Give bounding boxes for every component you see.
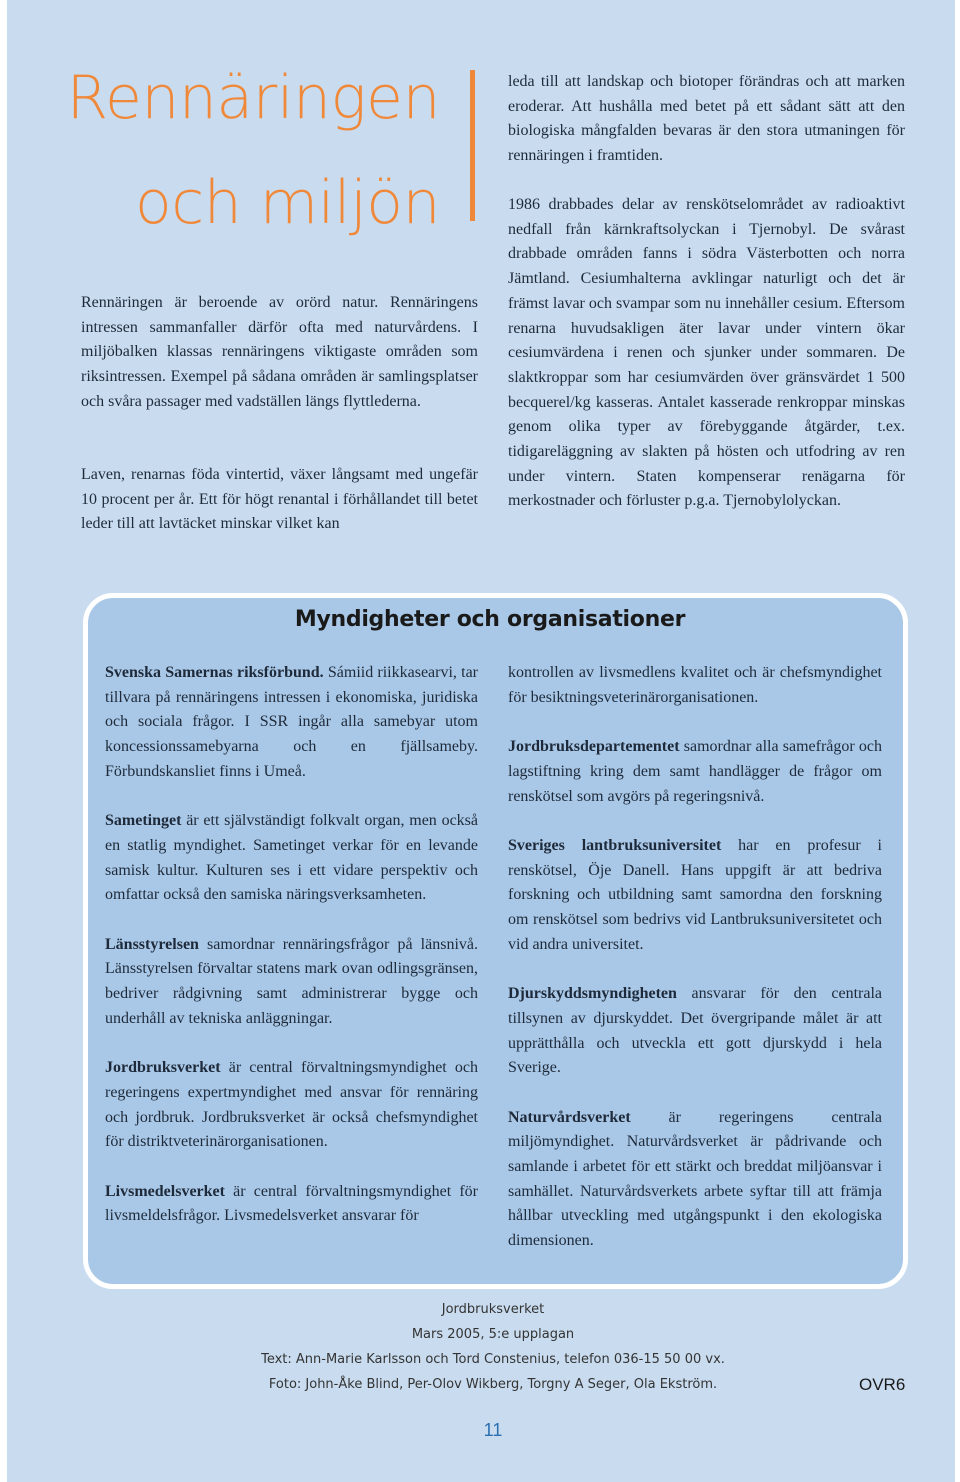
org-description: samordnar rennäringsfrågor på länsnivå. Länsstyrelsen förvaltar statens mark ovan odlingsgränsen, bedriver rådgivning samt administrerar bygge och underhåll av tekniska anläggningar. [105, 935, 478, 1027]
intro-text-4: 1986 drabbades delar av renskötselområdet av radioaktivt nedfall från kärnkraftsolyckan i Tjernobyl. De svårast drabbade områden fanns i södra Västerbotten och norra Jämtland. Cesiumhalterna avklingar naturligt och det är främst lavar och svampar som nu innehåller cesium. Eftersom renarna huvudsakligen äter lavar under vintern ökar cesiumvärdena i renen och sjunker under sommaren. De slaktkroppar som har cesiumvärden över gränsvärdet 1 500 becquerel/kg kasseras. Antalet kasserade renkroppar minskas genom olika typer av förebyggande åtgärder, t.ex. tidigareläggning av slakten på hösten och utfodring av ren under vintern. Staten kompenserar renägarna för merkostnader och förluster p.g.a. Tjernobylolyckan. [508, 196, 905, 510]
org-description: har en profesur i renskötsel, Öje Danell. Hans uppgift är att bedriva forskning och utbildning samt samordna den forskning om renskötsel som bedrivs vid Lantbruksuniversitetet och vid andra universitet. [508, 836, 882, 953]
org-description: är ett självständigt folkvalt organ, men också en statlig myndighet. Sametinget verkar för en levande samisk kultur. Kulturen ses i ett vidare perspektiv och omfattar också den samiska näringsverksamheten. [105, 812, 478, 904]
intro-text-1: Rennäringen är beroende av orörd natur. Rennäringens intressen sammanfaller därför ofta med naturvårdens. I miljöbalken klassas rennäringens viktigaste områden som riksintressen. Exempel på sådana områden är samlingsplatser och svåra passager med vadställen längs flyttlederna. [81, 294, 478, 410]
org-name: Svenska Samernas riksförbund. [105, 664, 324, 681]
org-entry [105, 809, 478, 908]
org-entry-continued: kontrollen av livsmedlens kvalitet och är chefsmyndighet för besiktningsveterinärorganisationen. [508, 664, 882, 706]
org-entry [508, 834, 882, 958]
organisations-box-title: Myndigheter och organisationer [294, 607, 686, 632]
org-name: Sametinget [105, 812, 182, 830]
org-description: Sámiid riikkasearvi, tar tillvara på rennäringens intressen i ekonomiska, juridiska och sociala frågor. I SSR ingår alla samebyar utom koncessionssamebyarna och en fjällsameby. Förbundskansliet finns i Umeå. [105, 664, 478, 780]
footer-edition: Mars 2005, 5:e upplagan [411, 1327, 575, 1342]
footer-photo-credit: Foto: John-Åke Blind, Per-Olov Wikberg, Torgny A Seger, Ola Ekström. [268, 1377, 718, 1392]
org-entry [508, 735, 882, 809]
organisations-right-column [508, 661, 882, 1279]
org-description: samordnar alla samefrågor och lagstiftning kring dem samt handlägger de frågor om renskötsel som avgörs på regeringsnivå. [508, 738, 882, 805]
organisations-left-column [105, 661, 478, 1254]
org-entry [508, 1106, 882, 1254]
footer-publisher: Jordbruksverket [441, 1302, 545, 1317]
page-title-line-1: Rennäringen [66, 63, 440, 133]
page-number: 11 [483, 1420, 503, 1440]
org-description: är central förvaltningsmyndighet och regeringens expertmyndighet med ansvar för rennäring och jordbruk. Jordbruksverket är också chefsmyndighet för distriktveterinärorganisationen. [105, 1059, 478, 1151]
title-accent-bar [470, 70, 475, 221]
org-name: Livsmedelsverket [105, 1182, 225, 1200]
org-name: Naturvårdsverket [508, 1108, 631, 1126]
intro-paragraph-2 [81, 463, 478, 537]
org-name: Jordbruksverket [105, 1059, 221, 1077]
intro-text-2: Laven, renarnas föda vintertid, växer långsamt med ungefär 10 procent per år. Ett för högt renantal i förhållandet till betet leder till att lavtäcket minskar vilket kan [81, 466, 478, 533]
org-name: Länsstyrelsen [105, 935, 199, 953]
org-entry [508, 982, 882, 1081]
org-description: är regeringens centrala miljömyndighet. Naturvårdsverket är pådrivande och samlande i arbetet för ett stärkt och breddat miljöansvar i samhället. Naturvårdsverkets arbete syftar till att främja hållbar utveckling med utgångspunkt i den ekologiska dimensionen. [508, 1108, 882, 1250]
org-description: är central förvaltningsmyndighet för livsmeldelsfrågor. Livsmedelsverket ansvarar för [105, 1182, 478, 1225]
org-name: Sveriges lantbruksuniversitet [508, 836, 722, 854]
intro-paragraph-4 [508, 193, 905, 514]
org-description: ansvarar för den centrala tillsynen av djurskyddet. Det övergripande målet är att upprätthålla och utveckla ett gott djurskydd i hela Sverige. [508, 985, 882, 1077]
org-name: Jordbruksdepartementet [508, 738, 680, 756]
org-name: Djurskyddsmyndigheten [508, 985, 677, 1003]
intro-paragraph-1 [81, 291, 478, 415]
org-entry [105, 1056, 478, 1155]
footer-text-credit: Text: Ann-Marie Karlsson och Tord Constenius, telefon 036-15 50 00 vx. [261, 1352, 725, 1367]
publication-code: OVR6 [859, 1375, 906, 1394]
intro-paragraph-3 [508, 70, 905, 169]
org-entry [105, 933, 478, 1032]
org-entry [105, 661, 478, 785]
intro-text-3: leda till att landskap och biotoper förändras och att marken eroderar. Att hushålla med betet på ett sådant sätt att den biologiska mångfalden bevaras är den stora utmaningen för rennäringen i framtiden. [508, 73, 905, 165]
org-entry [105, 1180, 478, 1229]
page-title-line-2: och miljön [135, 168, 440, 238]
